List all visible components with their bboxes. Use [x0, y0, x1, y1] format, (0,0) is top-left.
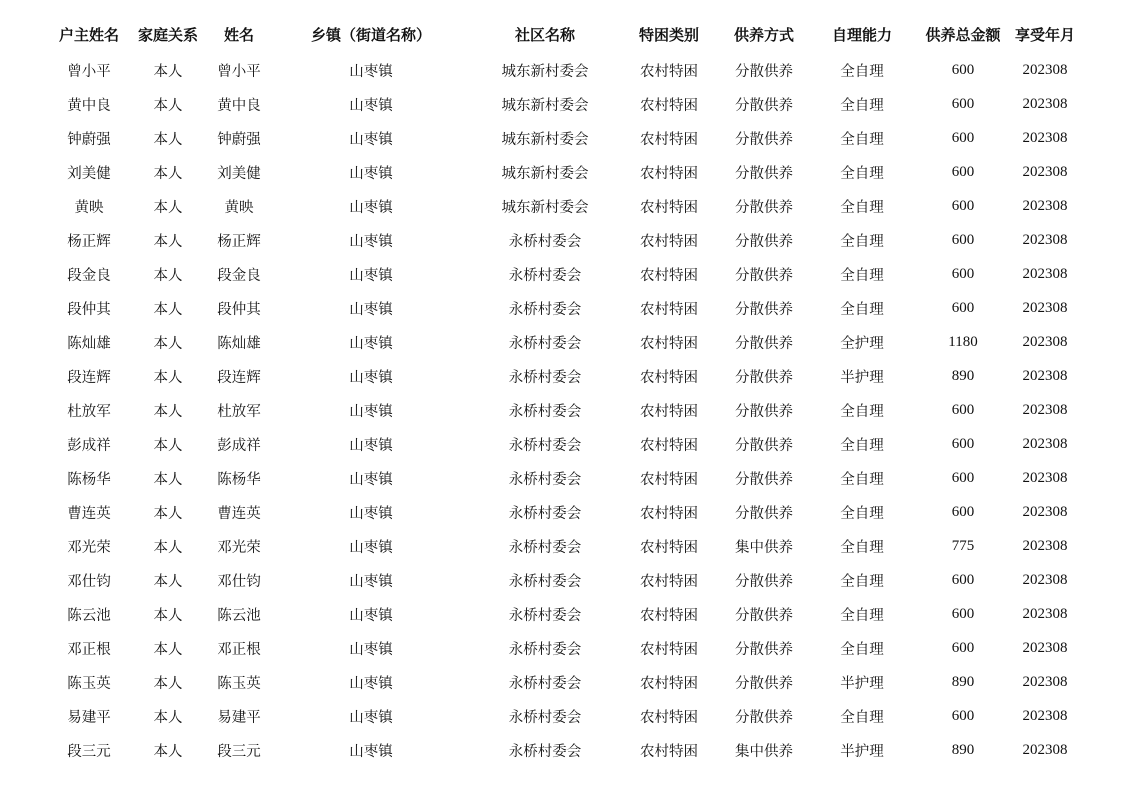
cell-householder-name: 段仲其 [67, 301, 111, 318]
cell-self-care-ability: 全自理 [840, 505, 884, 522]
table-row [49, 563, 1079, 597]
cell-householder-name: 杜放军 [67, 403, 111, 420]
cell-benefit-month: 202308 [1022, 503, 1068, 520]
cell-name: 刘美健 [217, 165, 261, 182]
cell-householder-name: 邓正根 [67, 641, 111, 658]
cell-hardship-category: 农村特困 [640, 199, 698, 216]
cell-hardship-category: 农村特困 [640, 165, 698, 182]
cell-hardship-category: 农村特困 [640, 743, 698, 760]
cell-township: 山枣镇 [349, 675, 393, 692]
cell-support-method: 分散供养 [735, 63, 793, 80]
cell-total-amount: 890 [951, 741, 975, 758]
cell-family-relation: 本人 [153, 437, 183, 454]
cell-total-amount: 600 [951, 571, 975, 588]
header-family-relation: 家庭关系 [137, 25, 198, 44]
cell-benefit-month: 202308 [1022, 605, 1068, 622]
cell-support-method: 集中供养 [735, 743, 793, 760]
table-row [49, 325, 1079, 359]
table-row [49, 699, 1079, 733]
cell-benefit-month: 202308 [1022, 639, 1068, 656]
table-row [49, 631, 1079, 665]
cell-householder-name: 黄映 [74, 199, 104, 216]
cell-hardship-category: 农村特困 [640, 641, 698, 658]
table-row [49, 461, 1079, 495]
cell-householder-name: 段三元 [67, 743, 111, 760]
cell-householder-name: 邓仕钧 [67, 573, 111, 590]
table-row [49, 427, 1079, 461]
cell-hardship-category: 农村特困 [640, 369, 698, 386]
table-row [49, 393, 1079, 427]
cell-benefit-month: 202308 [1022, 537, 1068, 554]
cell-township: 山枣镇 [349, 709, 393, 726]
cell-family-relation: 本人 [153, 335, 183, 352]
cell-township: 山枣镇 [349, 301, 393, 318]
cell-hardship-category: 农村特困 [640, 539, 698, 556]
cell-name: 陈云池 [217, 607, 261, 624]
cell-support-method: 分散供养 [735, 471, 793, 488]
table-row [49, 189, 1079, 223]
cell-total-amount: 600 [951, 639, 975, 656]
cell-name: 杜放军 [217, 403, 261, 420]
cell-total-amount: 890 [951, 367, 975, 384]
cell-self-care-ability: 全自理 [840, 641, 884, 658]
cell-name: 邓正根 [217, 641, 261, 658]
cell-householder-name: 易建平 [67, 709, 111, 726]
relief-roster-table [49, 15, 1079, 767]
table-row [49, 597, 1079, 631]
header-name: 姓名 [223, 25, 254, 44]
cell-hardship-category: 农村特困 [640, 403, 698, 420]
cell-benefit-month: 202308 [1022, 265, 1068, 282]
cell-township: 山枣镇 [349, 471, 393, 488]
cell-support-method: 分散供养 [735, 505, 793, 522]
cell-community: 城东新村委会 [501, 63, 589, 80]
cell-total-amount: 600 [951, 61, 975, 78]
cell-benefit-month: 202308 [1022, 61, 1068, 78]
cell-community: 永桥村委会 [508, 233, 582, 250]
cell-name: 陈灿雄 [217, 335, 261, 352]
cell-total-amount: 775 [951, 537, 975, 554]
cell-self-care-ability: 全自理 [840, 267, 884, 284]
cell-total-amount: 600 [951, 197, 975, 214]
cell-family-relation: 本人 [153, 709, 183, 726]
cell-township: 山枣镇 [349, 403, 393, 420]
cell-community: 永桥村委会 [508, 403, 582, 420]
header-support-method: 供养方式 [733, 25, 794, 44]
cell-hardship-category: 农村特困 [640, 505, 698, 522]
cell-name: 黄映 [224, 199, 254, 216]
cell-self-care-ability: 全自理 [840, 709, 884, 726]
cell-name: 段金良 [217, 267, 261, 284]
cell-householder-name: 曹连英 [67, 505, 111, 522]
cell-name: 黄中良 [217, 97, 261, 114]
cell-total-amount: 600 [951, 129, 975, 146]
header-householder-name: 户主姓名 [58, 25, 119, 44]
cell-family-relation: 本人 [153, 573, 183, 590]
cell-township: 山枣镇 [349, 607, 393, 624]
cell-community: 永桥村委会 [508, 437, 582, 454]
cell-self-care-ability: 全自理 [840, 437, 884, 454]
cell-benefit-month: 202308 [1022, 367, 1068, 384]
cell-family-relation: 本人 [153, 233, 183, 250]
cell-township: 山枣镇 [349, 743, 393, 760]
cell-family-relation: 本人 [153, 165, 183, 182]
cell-community: 永桥村委会 [508, 607, 582, 624]
cell-township: 山枣镇 [349, 233, 393, 250]
cell-householder-name: 邓光荣 [67, 539, 111, 556]
cell-name: 杨正辉 [217, 233, 261, 250]
cell-total-amount: 600 [951, 231, 975, 248]
cell-name: 钟蔚强 [217, 131, 261, 148]
cell-name: 曾小平 [217, 63, 261, 80]
cell-township: 山枣镇 [349, 369, 393, 386]
cell-township: 山枣镇 [349, 505, 393, 522]
header-row [49, 15, 1079, 53]
table-row [49, 495, 1079, 529]
cell-name: 陈杨华 [217, 471, 261, 488]
header-self-care-ability: 自理能力 [831, 25, 892, 44]
table-row [49, 53, 1079, 87]
cell-name: 易建平 [217, 709, 261, 726]
cell-family-relation: 本人 [153, 607, 183, 624]
cell-benefit-month: 202308 [1022, 163, 1068, 180]
cell-township: 山枣镇 [349, 97, 393, 114]
cell-householder-name: 彭成祥 [67, 437, 111, 454]
cell-township: 山枣镇 [349, 131, 393, 148]
cell-family-relation: 本人 [153, 369, 183, 386]
cell-name: 曹连英 [217, 505, 261, 522]
cell-hardship-category: 农村特困 [640, 301, 698, 318]
cell-name: 陈玉英 [217, 675, 261, 692]
table-row [49, 223, 1079, 257]
cell-hardship-category: 农村特困 [640, 675, 698, 692]
cell-self-care-ability: 半护理 [840, 675, 884, 692]
cell-family-relation: 本人 [153, 301, 183, 318]
cell-community: 永桥村委会 [508, 709, 582, 726]
cell-support-method: 分散供养 [735, 573, 793, 590]
cell-community: 城东新村委会 [501, 97, 589, 114]
cell-support-method: 分散供养 [735, 403, 793, 420]
cell-support-method: 分散供养 [735, 233, 793, 250]
cell-self-care-ability: 半护理 [840, 369, 884, 386]
table-row [49, 665, 1079, 699]
cell-support-method: 分散供养 [735, 165, 793, 182]
cell-total-amount: 890 [951, 673, 975, 690]
cell-benefit-month: 202308 [1022, 741, 1068, 758]
cell-self-care-ability: 全自理 [840, 97, 884, 114]
cell-family-relation: 本人 [153, 199, 183, 216]
header-total-amount: 供养总金额 [925, 25, 1001, 44]
cell-benefit-month: 202308 [1022, 401, 1068, 418]
cell-hardship-category: 农村特困 [640, 437, 698, 454]
cell-community: 永桥村委会 [508, 573, 582, 590]
cell-community: 永桥村委会 [508, 505, 582, 522]
cell-hardship-category: 农村特困 [640, 97, 698, 114]
cell-total-amount: 600 [951, 401, 975, 418]
cell-family-relation: 本人 [153, 539, 183, 556]
cell-householder-name: 段金良 [67, 267, 111, 284]
cell-community: 城东新村委会 [501, 131, 589, 148]
cell-benefit-month: 202308 [1022, 707, 1068, 724]
cell-name: 彭成祥 [217, 437, 261, 454]
cell-householder-name: 陈玉英 [67, 675, 111, 692]
cell-township: 山枣镇 [349, 165, 393, 182]
roster-body [49, 53, 1079, 767]
cell-householder-name: 陈杨华 [67, 471, 111, 488]
cell-support-method: 分散供养 [735, 641, 793, 658]
cell-name: 段仲其 [217, 301, 261, 318]
cell-self-care-ability: 半护理 [840, 743, 884, 760]
cell-self-care-ability: 全自理 [840, 573, 884, 590]
cell-family-relation: 本人 [153, 267, 183, 284]
cell-total-amount: 600 [951, 95, 975, 112]
cell-total-amount: 600 [951, 435, 975, 452]
cell-hardship-category: 农村特困 [640, 335, 698, 352]
cell-township: 山枣镇 [349, 641, 393, 658]
cell-self-care-ability: 全自理 [840, 403, 884, 420]
cell-total-amount: 600 [951, 469, 975, 486]
header-community: 社区名称 [514, 25, 575, 44]
header-hardship-category: 特困类别 [638, 25, 699, 44]
cell-community: 永桥村委会 [508, 369, 582, 386]
cell-benefit-month: 202308 [1022, 95, 1068, 112]
cell-householder-name: 刘美健 [67, 165, 111, 182]
cell-name: 段三元 [217, 743, 261, 760]
cell-total-amount: 600 [951, 707, 975, 724]
cell-community: 城东新村委会 [501, 199, 589, 216]
cell-self-care-ability: 全自理 [840, 607, 884, 624]
cell-total-amount: 600 [951, 503, 975, 520]
cell-name: 邓仕钧 [217, 573, 261, 590]
cell-self-care-ability: 全自理 [840, 471, 884, 488]
cell-family-relation: 本人 [153, 403, 183, 420]
cell-support-method: 集中供养 [735, 539, 793, 556]
cell-self-care-ability: 全护理 [840, 335, 884, 352]
cell-benefit-month: 202308 [1022, 435, 1068, 452]
cell-benefit-month: 202308 [1022, 571, 1068, 588]
cell-hardship-category: 农村特困 [640, 607, 698, 624]
cell-township: 山枣镇 [349, 267, 393, 284]
table-row [49, 155, 1079, 189]
cell-total-amount: 600 [951, 163, 975, 180]
table-row [49, 529, 1079, 563]
cell-community: 永桥村委会 [508, 335, 582, 352]
cell-support-method: 分散供养 [735, 301, 793, 318]
cell-township: 山枣镇 [349, 539, 393, 556]
cell-family-relation: 本人 [153, 675, 183, 692]
cell-support-method: 分散供养 [735, 199, 793, 216]
cell-community: 永桥村委会 [508, 675, 582, 692]
cell-community: 永桥村委会 [508, 301, 582, 318]
cell-community: 永桥村委会 [508, 471, 582, 488]
cell-township: 山枣镇 [349, 199, 393, 216]
cell-support-method: 分散供养 [735, 267, 793, 284]
cell-benefit-month: 202308 [1022, 673, 1068, 690]
relief-roster-sheet [49, 15, 1079, 767]
cell-name: 段连辉 [217, 369, 261, 386]
cell-householder-name: 陈灿雄 [67, 335, 111, 352]
table-row [49, 291, 1079, 325]
cell-householder-name: 曾小平 [67, 63, 111, 80]
cell-householder-name: 钟蔚强 [67, 131, 111, 148]
cell-self-care-ability: 全自理 [840, 301, 884, 318]
cell-total-amount: 600 [951, 265, 975, 282]
table-row [49, 359, 1079, 393]
table-row [49, 121, 1079, 155]
cell-community: 永桥村委会 [508, 539, 582, 556]
table-row [49, 87, 1079, 121]
cell-support-method: 分散供养 [735, 335, 793, 352]
cell-community: 永桥村委会 [508, 743, 582, 760]
cell-family-relation: 本人 [153, 63, 183, 80]
cell-hardship-category: 农村特困 [640, 63, 698, 80]
table-row [49, 257, 1079, 291]
cell-householder-name: 杨正辉 [67, 233, 111, 250]
cell-total-amount: 1180 [948, 333, 978, 350]
cell-support-method: 分散供养 [735, 675, 793, 692]
cell-family-relation: 本人 [153, 471, 183, 488]
cell-support-method: 分散供养 [735, 369, 793, 386]
cell-benefit-month: 202308 [1022, 333, 1068, 350]
cell-self-care-ability: 全自理 [840, 131, 884, 148]
cell-householder-name: 黄中良 [67, 97, 111, 114]
header-benefit-month: 享受年月 [1014, 25, 1075, 44]
cell-self-care-ability: 全自理 [840, 165, 884, 182]
cell-benefit-month: 202308 [1022, 231, 1068, 248]
cell-township: 山枣镇 [349, 335, 393, 352]
cell-family-relation: 本人 [153, 97, 183, 114]
cell-township: 山枣镇 [349, 63, 393, 80]
cell-support-method: 分散供养 [735, 709, 793, 726]
cell-name: 邓光荣 [217, 539, 261, 556]
cell-self-care-ability: 全自理 [840, 199, 884, 216]
cell-community: 永桥村委会 [508, 641, 582, 658]
cell-township: 山枣镇 [349, 573, 393, 590]
cell-support-method: 分散供养 [735, 97, 793, 114]
cell-family-relation: 本人 [153, 131, 183, 148]
cell-hardship-category: 农村特困 [640, 131, 698, 148]
cell-hardship-category: 农村特困 [640, 267, 698, 284]
cell-community: 永桥村委会 [508, 267, 582, 284]
cell-support-method: 分散供养 [735, 437, 793, 454]
cell-family-relation: 本人 [153, 743, 183, 760]
cell-self-care-ability: 全自理 [840, 233, 884, 250]
cell-hardship-category: 农村特困 [640, 573, 698, 590]
cell-self-care-ability: 全自理 [840, 63, 884, 80]
cell-self-care-ability: 全自理 [840, 539, 884, 556]
cell-family-relation: 本人 [153, 505, 183, 522]
cell-benefit-month: 202308 [1022, 299, 1068, 316]
cell-total-amount: 600 [951, 605, 975, 622]
cell-community: 城东新村委会 [501, 165, 589, 182]
cell-total-amount: 600 [951, 299, 975, 316]
cell-benefit-month: 202308 [1022, 469, 1068, 486]
cell-benefit-month: 202308 [1022, 129, 1068, 146]
cell-township: 山枣镇 [349, 437, 393, 454]
cell-family-relation: 本人 [153, 641, 183, 658]
cell-benefit-month: 202308 [1022, 197, 1068, 214]
cell-support-method: 分散供养 [735, 131, 793, 148]
cell-hardship-category: 农村特困 [640, 233, 698, 250]
header-township: 乡镇（街道名称） [310, 25, 431, 44]
table-row [49, 733, 1079, 767]
cell-support-method: 分散供养 [735, 607, 793, 624]
cell-hardship-category: 农村特困 [640, 471, 698, 488]
cell-hardship-category: 农村特困 [640, 709, 698, 726]
cell-householder-name: 陈云池 [67, 607, 111, 624]
cell-householder-name: 段连辉 [67, 369, 111, 386]
